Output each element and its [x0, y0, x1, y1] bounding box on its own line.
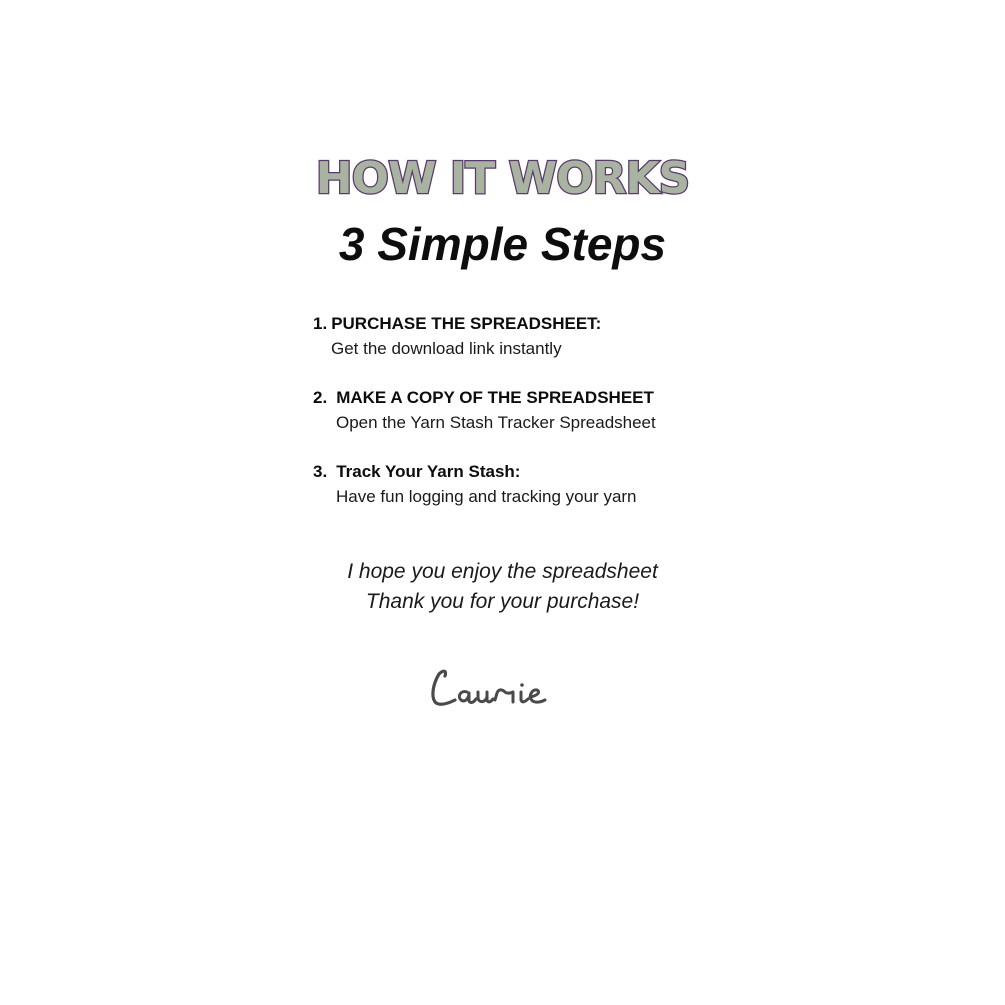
- step-2-number: 2.: [313, 388, 328, 407]
- step-2-description: Open the Yarn Stash Tracker Spreadsheet: [336, 413, 656, 432]
- step-1-description: Get the download link instantly: [331, 339, 562, 358]
- step-item-1: [313, 312, 773, 362]
- step-3-title-line: [313, 460, 773, 484]
- closing-line-2: Thank you for your purchase!: [365, 590, 640, 613]
- page-subtitle: 3 Simple Steps: [338, 218, 667, 270]
- step-2-title: MAKE A COPY OF THE SPREADSHEET: [336, 388, 654, 407]
- closing-message: [0, 557, 1005, 617]
- page-title: HOW IT WORKS: [315, 153, 690, 204]
- step-1-title-line: [313, 312, 773, 336]
- step-item-3: [313, 460, 773, 510]
- step-3-number: 3.: [313, 462, 328, 481]
- signature-image: [425, 662, 585, 718]
- step-3-title: Track Your Yarn Stash:: [336, 462, 521, 481]
- step-item-2: [313, 386, 773, 436]
- step-1-number: 1.: [313, 314, 328, 333]
- step-1-title: PURCHASE THE SPREADSHEET:: [331, 314, 602, 333]
- closing-line-1: I hope you enjoy the spreadsheet: [347, 560, 658, 583]
- steps-list: [313, 312, 773, 510]
- signature: [425, 662, 585, 718]
- step-2-title-line: [313, 386, 773, 410]
- step-3-description: Have fun logging and tracking your yarn: [336, 487, 637, 506]
